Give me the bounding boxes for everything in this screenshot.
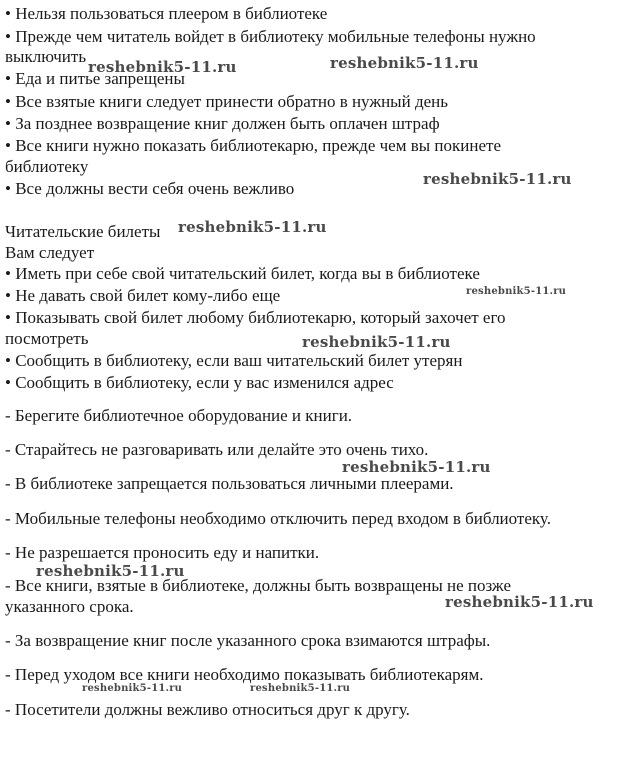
dash-item: - Перед уходом все книги необходимо показывать библиотекарям. [5,665,484,684]
watermark: reshebnik5-11.ru [178,218,327,236]
watermark: reshebnik5-11.ru [302,333,451,351]
rule-line: • Не давать свой билет кому-либо еще [5,286,281,305]
section-intro: Вам следует [5,243,95,262]
dash-item: - В библиотеке запрещается пользоваться личными плеерами. [5,474,454,493]
rule-line: • Показывать свой билет любому библиотекарю, который захочет его [5,308,506,327]
rule-line: библиотеку [5,157,89,176]
dash-item: - Берегите библиотечное оборудование и книги. [5,406,353,425]
rule-line: выключить [5,47,87,66]
watermark: reshebnik5-11.ru [250,683,351,694]
dash-item: - За возвращение книг после указанного срока взимаются штрафы. [5,631,491,650]
rule-line: • Сообщить в библиотеку, если ваш читательский билет утерян [5,351,463,370]
rule-line: • Все должны вести себя очень вежливо [5,179,295,198]
watermark: reshebnik5-11.ru [36,562,185,580]
rule-line: • Нельзя пользоваться плеером в библиотеке [5,4,328,23]
watermark: reshebnik5-11.ru [88,58,237,76]
rule-line: • Все книги нужно показать библиотекарю, прежде чем вы покинете [5,136,501,155]
rule-line: посмотреть [5,329,89,348]
section-title: Читательские билеты [5,222,161,241]
rule-line: • Все взятые книги следует принести обратно в нужный день [5,92,448,111]
watermark: reshebnik5-11.ru [445,593,594,611]
dash-item: - Не разрешается проносить еду и напитки. [5,543,320,562]
rule-line: • За позднее возвращение книг должен быть оплачен штраф [5,114,440,133]
watermark: reshebnik5-11.ru [82,683,183,694]
rule-line: • Иметь при себе свой читательский билет, когда вы в библиотеке [5,264,480,283]
watermark: reshebnik5-11.ru [423,170,572,188]
rule-line: • Сообщить в библиотеку, если у вас изменился адрес [5,373,394,392]
watermark: reshebnik5-11.ru [330,54,479,72]
rule-line: • Прежде чем читатель войдет в библиотеку мобильные телефоны нужно [5,27,536,46]
dash-item: - Все книги, взятые в библиотеке, должны быть возвращены не позже [5,576,511,595]
watermark: reshebnik5-11.ru [342,458,491,476]
dash-item: - Посетители должны вежливо относиться друг к другу. [5,700,410,719]
dash-item: - Мобильные телефоны необходимо отключить перед входом в библиотеку. [5,509,551,528]
dash-item: указанного срока. [5,597,134,616]
rule-line: • Еда и питье запрещены [5,69,185,88]
dash-item: - Старайтесь не разговаривать или делайте это очень тихо. [5,440,429,459]
watermark: reshebnik5-11.ru [466,286,567,297]
